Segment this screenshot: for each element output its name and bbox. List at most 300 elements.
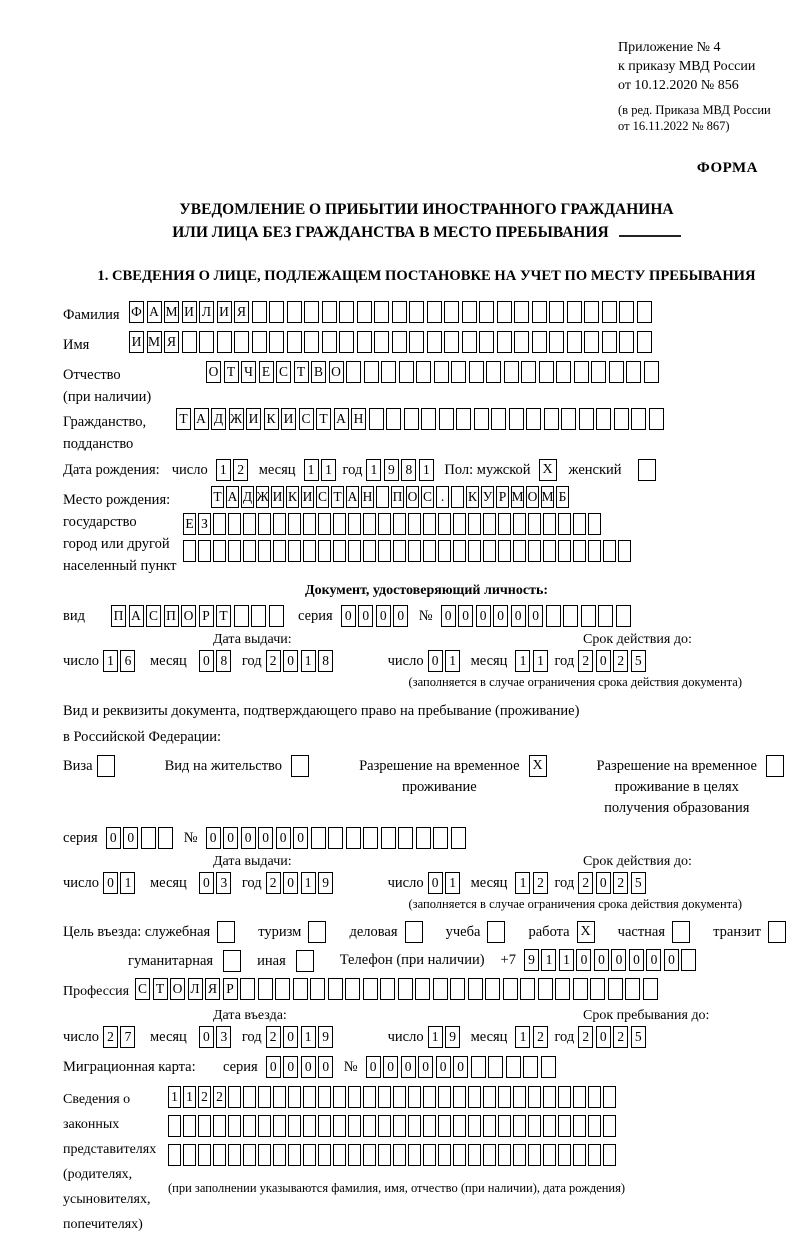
char-box[interactable]	[258, 978, 273, 1000]
char-box[interactable]	[451, 827, 466, 849]
char-box[interactable]	[408, 513, 421, 535]
char-box[interactable]	[588, 1086, 601, 1108]
char-box[interactable]	[453, 1086, 466, 1108]
char-box[interactable]	[423, 1144, 436, 1166]
char-box[interactable]	[228, 1115, 241, 1137]
char-box[interactable]	[348, 1086, 361, 1108]
char-box[interactable]	[513, 540, 526, 562]
char-box[interactable]: 8	[318, 650, 333, 672]
char-box[interactable]	[423, 1115, 436, 1137]
char-box[interactable]	[333, 1144, 346, 1166]
char-box[interactable]: А	[147, 301, 162, 323]
char-box[interactable]	[328, 978, 343, 1000]
char-box[interactable]: 3	[216, 1026, 231, 1048]
char-box[interactable]	[514, 301, 529, 323]
char-box[interactable]: Т	[331, 486, 344, 508]
char-box[interactable]	[374, 301, 389, 323]
char-box[interactable]	[234, 331, 249, 353]
char-box[interactable]	[588, 1144, 601, 1166]
char-box[interactable]: 2	[266, 650, 281, 672]
char-box[interactable]	[438, 513, 451, 535]
char-box[interactable]	[584, 301, 599, 323]
char-box[interactable]	[240, 978, 255, 1000]
char-box[interactable]	[543, 540, 556, 562]
char-box[interactable]: И	[182, 301, 197, 323]
char-box[interactable]	[588, 540, 601, 562]
char-box[interactable]	[618, 540, 631, 562]
char-box[interactable]	[369, 408, 384, 430]
char-box[interactable]: Ф	[129, 301, 144, 323]
char-box[interactable]: 0	[646, 949, 661, 971]
checkbox-visa[interactable]	[97, 755, 115, 777]
doc-issue-day[interactable]	[103, 650, 138, 672]
checkbox-sex-male[interactable]: X	[539, 459, 557, 481]
char-box[interactable]	[438, 1086, 451, 1108]
char-box[interactable]: 0	[266, 1056, 281, 1078]
char-box[interactable]	[521, 361, 536, 383]
char-box[interactable]	[488, 1056, 503, 1078]
char-box[interactable]	[649, 408, 664, 430]
char-box[interactable]	[596, 408, 611, 430]
char-box[interactable]	[183, 1115, 196, 1137]
char-box[interactable]	[322, 301, 337, 323]
char-box[interactable]	[637, 301, 652, 323]
char-box[interactable]	[273, 540, 286, 562]
char-box[interactable]	[303, 540, 316, 562]
checkbox-purpose-work[interactable]: X	[577, 921, 595, 943]
char-box[interactable]: С	[316, 486, 329, 508]
char-box[interactable]	[451, 361, 466, 383]
char-box[interactable]	[287, 301, 302, 323]
doc-type-boxes[interactable]	[111, 605, 286, 627]
char-box[interactable]: 5	[631, 650, 646, 672]
char-box[interactable]: 2	[613, 650, 628, 672]
char-box[interactable]: 2	[198, 1086, 211, 1108]
char-box[interactable]: Л	[199, 301, 214, 323]
char-box[interactable]: И	[271, 486, 284, 508]
birth-year-boxes[interactable]	[366, 459, 436, 481]
char-box[interactable]	[581, 605, 596, 627]
char-box[interactable]	[288, 513, 301, 535]
char-box[interactable]	[318, 1115, 331, 1137]
char-box[interactable]: 0	[341, 605, 356, 627]
checkbox-purpose-business[interactable]	[405, 921, 423, 943]
char-box[interactable]	[573, 1086, 586, 1108]
char-box[interactable]	[333, 1115, 346, 1137]
char-box[interactable]	[509, 408, 524, 430]
char-box[interactable]	[381, 361, 396, 383]
char-box[interactable]: 0	[358, 605, 373, 627]
char-box[interactable]	[393, 513, 406, 535]
checkbox-residence-permit[interactable]	[291, 755, 309, 777]
char-box[interactable]	[258, 540, 271, 562]
char-box[interactable]: Б	[556, 486, 569, 508]
char-box[interactable]	[392, 331, 407, 353]
char-box[interactable]	[303, 1144, 316, 1166]
residence-issue-day[interactable]	[103, 872, 138, 894]
migration-series-boxes[interactable]	[266, 1056, 336, 1078]
char-box[interactable]	[602, 301, 617, 323]
birth-place-boxes-row3[interactable]	[183, 540, 633, 562]
char-box[interactable]: С	[421, 486, 434, 508]
char-box[interactable]: О	[406, 486, 419, 508]
char-box[interactable]: 0	[596, 872, 611, 894]
char-box[interactable]	[318, 1144, 331, 1166]
char-box[interactable]	[393, 540, 406, 562]
char-box[interactable]: 0	[223, 827, 238, 849]
char-box[interactable]: 1	[304, 459, 319, 481]
char-box[interactable]	[526, 408, 541, 430]
residence-valid-day[interactable]	[428, 872, 463, 894]
char-box[interactable]: О	[526, 486, 539, 508]
char-box[interactable]	[228, 1144, 241, 1166]
char-box[interactable]: 0	[199, 872, 214, 894]
char-box[interactable]: Т	[211, 486, 224, 508]
char-box[interactable]: 0	[453, 1056, 468, 1078]
char-box[interactable]	[433, 978, 448, 1000]
char-box[interactable]: П	[391, 486, 404, 508]
char-box[interactable]: .	[436, 486, 449, 508]
char-box[interactable]: Т	[176, 408, 191, 430]
char-box[interactable]: А	[129, 605, 144, 627]
char-box[interactable]	[363, 1115, 376, 1137]
char-box[interactable]	[498, 1115, 511, 1137]
char-box[interactable]: Р	[223, 978, 238, 1000]
char-box[interactable]	[393, 1144, 406, 1166]
char-box[interactable]: 2	[613, 1026, 628, 1048]
legal-reps-boxes-row1[interactable]	[168, 1086, 625, 1108]
char-box[interactable]	[506, 1056, 521, 1078]
char-box[interactable]: 0	[199, 1026, 214, 1048]
char-box[interactable]	[603, 540, 616, 562]
char-box[interactable]	[318, 540, 331, 562]
char-box[interactable]: 9	[524, 949, 539, 971]
char-box[interactable]: 2	[533, 1026, 548, 1048]
char-box[interactable]	[243, 1115, 256, 1137]
char-box[interactable]: 2	[213, 1086, 226, 1108]
char-box[interactable]	[378, 1115, 391, 1137]
char-box[interactable]: 2	[578, 872, 593, 894]
residence-valid-year[interactable]	[578, 872, 648, 894]
char-box[interactable]: 0	[301, 1056, 316, 1078]
char-box[interactable]: Д	[211, 408, 226, 430]
char-box[interactable]: Р	[199, 605, 214, 627]
checkbox-purpose-transit[interactable]	[768, 921, 786, 943]
char-box[interactable]: 0	[366, 1056, 381, 1078]
char-box[interactable]	[681, 949, 696, 971]
char-box[interactable]: 0	[199, 650, 214, 672]
migration-number-boxes[interactable]	[366, 1056, 559, 1078]
char-box[interactable]	[555, 978, 570, 1000]
char-box[interactable]	[363, 1086, 376, 1108]
char-box[interactable]	[228, 1086, 241, 1108]
char-box[interactable]	[416, 827, 431, 849]
char-box[interactable]: 0	[436, 1056, 451, 1078]
char-box[interactable]: 1	[301, 650, 316, 672]
checkbox-purpose-study[interactable]	[487, 921, 505, 943]
char-box[interactable]: 0	[401, 1056, 416, 1078]
char-box[interactable]: 1	[301, 872, 316, 894]
char-box[interactable]	[444, 331, 459, 353]
char-box[interactable]	[584, 331, 599, 353]
char-box[interactable]	[504, 361, 519, 383]
char-box[interactable]	[198, 1115, 211, 1137]
char-box[interactable]: Т	[316, 408, 331, 430]
char-box[interactable]	[433, 827, 448, 849]
char-box[interactable]: 0	[206, 827, 221, 849]
char-box[interactable]	[438, 1144, 451, 1166]
char-box[interactable]	[288, 1144, 301, 1166]
char-box[interactable]	[213, 513, 226, 535]
char-box[interactable]	[598, 605, 613, 627]
char-box[interactable]	[339, 301, 354, 323]
char-box[interactable]	[251, 605, 266, 627]
char-box[interactable]	[450, 978, 465, 1000]
char-box[interactable]	[644, 361, 659, 383]
char-box[interactable]: И	[281, 408, 296, 430]
char-box[interactable]	[588, 513, 601, 535]
char-box[interactable]	[468, 978, 483, 1000]
char-box[interactable]	[234, 605, 249, 627]
char-box[interactable]: 0	[283, 1026, 298, 1048]
char-box[interactable]	[168, 1144, 181, 1166]
char-box[interactable]	[543, 1086, 556, 1108]
char-box[interactable]	[513, 1144, 526, 1166]
char-box[interactable]	[546, 605, 561, 627]
char-box[interactable]	[453, 540, 466, 562]
char-box[interactable]	[498, 540, 511, 562]
char-box[interactable]	[456, 408, 471, 430]
char-box[interactable]: 8	[401, 459, 416, 481]
char-box[interactable]	[381, 827, 396, 849]
char-box[interactable]: 0	[576, 949, 591, 971]
char-box[interactable]: 0	[629, 949, 644, 971]
doc-valid-day[interactable]	[428, 650, 463, 672]
char-box[interactable]	[333, 1086, 346, 1108]
char-box[interactable]: Н	[361, 486, 374, 508]
char-box[interactable]: П	[111, 605, 126, 627]
char-box[interactable]	[556, 361, 571, 383]
char-box[interactable]: 0	[283, 650, 298, 672]
char-box[interactable]	[409, 301, 424, 323]
char-box[interactable]	[453, 1144, 466, 1166]
char-box[interactable]	[483, 1086, 496, 1108]
char-box[interactable]: 0	[283, 1056, 298, 1078]
surname-boxes[interactable]	[129, 301, 654, 323]
char-box[interactable]	[474, 408, 489, 430]
doc-issue-year[interactable]	[266, 650, 336, 672]
char-box[interactable]	[269, 301, 284, 323]
char-box[interactable]	[363, 540, 376, 562]
char-box[interactable]	[346, 361, 361, 383]
char-box[interactable]	[468, 513, 481, 535]
char-box[interactable]: В	[311, 361, 326, 383]
char-box[interactable]: 0	[611, 949, 626, 971]
char-box[interactable]	[438, 540, 451, 562]
char-box[interactable]	[258, 1086, 271, 1108]
char-box[interactable]	[333, 540, 346, 562]
char-box[interactable]	[380, 978, 395, 1000]
char-box[interactable]	[228, 540, 241, 562]
char-box[interactable]	[579, 408, 594, 430]
char-box[interactable]	[558, 513, 571, 535]
char-box[interactable]	[311, 827, 326, 849]
char-box[interactable]	[348, 540, 361, 562]
char-box[interactable]	[303, 1086, 316, 1108]
char-box[interactable]	[288, 540, 301, 562]
char-box[interactable]	[444, 301, 459, 323]
char-box[interactable]	[318, 513, 331, 535]
char-box[interactable]	[608, 978, 623, 1000]
char-box[interactable]	[523, 1056, 538, 1078]
char-box[interactable]	[498, 1086, 511, 1108]
char-box[interactable]	[588, 1115, 601, 1137]
checkbox-purpose-official[interactable]	[217, 921, 235, 943]
char-box[interactable]: 2	[266, 872, 281, 894]
char-box[interactable]: 1	[168, 1086, 181, 1108]
char-box[interactable]	[303, 513, 316, 535]
char-box[interactable]	[532, 331, 547, 353]
char-box[interactable]	[158, 827, 173, 849]
char-box[interactable]: Л	[188, 978, 203, 1000]
char-box[interactable]	[303, 1115, 316, 1137]
char-box[interactable]	[637, 331, 652, 353]
char-box[interactable]: М	[511, 486, 524, 508]
char-box[interactable]	[498, 513, 511, 535]
char-box[interactable]	[485, 978, 500, 1000]
char-box[interactable]	[288, 1115, 301, 1137]
char-box[interactable]: 2	[103, 1026, 118, 1048]
char-box[interactable]	[479, 301, 494, 323]
char-box[interactable]: И	[246, 408, 261, 430]
entry-day[interactable]	[103, 1026, 138, 1048]
char-box[interactable]	[293, 978, 308, 1000]
char-box[interactable]: 0	[441, 605, 456, 627]
char-box[interactable]: 2	[578, 1026, 593, 1048]
char-box[interactable]	[573, 1115, 586, 1137]
entry-month[interactable]	[199, 1026, 234, 1048]
char-box[interactable]: К	[264, 408, 279, 430]
char-box[interactable]	[483, 1115, 496, 1137]
char-box[interactable]	[538, 978, 553, 1000]
char-box[interactable]	[183, 1144, 196, 1166]
legal-reps-boxes-row2[interactable]	[168, 1115, 625, 1137]
checkbox-sex-female[interactable]	[638, 459, 656, 481]
char-box[interactable]	[614, 408, 629, 430]
char-box[interactable]: 1	[515, 1026, 530, 1048]
char-box[interactable]: 9	[318, 1026, 333, 1048]
char-box[interactable]	[243, 1144, 256, 1166]
char-box[interactable]: 5	[631, 872, 646, 894]
char-box[interactable]	[631, 408, 646, 430]
char-box[interactable]	[532, 301, 547, 323]
char-box[interactable]: 1	[321, 459, 336, 481]
char-box[interactable]: 1	[103, 650, 118, 672]
stay-day[interactable]	[428, 1026, 463, 1048]
char-box[interactable]	[392, 301, 407, 323]
stay-year[interactable]	[578, 1026, 648, 1048]
char-box[interactable]: 1	[533, 650, 548, 672]
char-box[interactable]: Я	[164, 331, 179, 353]
char-box[interactable]: О	[206, 361, 221, 383]
char-box[interactable]	[609, 361, 624, 383]
char-box[interactable]	[357, 331, 372, 353]
char-box[interactable]: И	[129, 331, 144, 353]
char-box[interactable]	[415, 978, 430, 1000]
char-box[interactable]	[549, 301, 564, 323]
char-box[interactable]	[468, 540, 481, 562]
char-box[interactable]	[453, 513, 466, 535]
checkbox-purpose-tourism[interactable]	[308, 921, 326, 943]
char-box[interactable]	[243, 1086, 256, 1108]
residence-series-boxes[interactable]	[106, 827, 176, 849]
entry-year[interactable]	[266, 1026, 336, 1048]
char-box[interactable]	[539, 361, 554, 383]
char-box[interactable]	[376, 486, 389, 508]
char-box[interactable]	[544, 408, 559, 430]
char-box[interactable]: 0	[528, 605, 543, 627]
char-box[interactable]	[275, 978, 290, 1000]
char-box[interactable]	[567, 301, 582, 323]
char-box[interactable]	[273, 513, 286, 535]
char-box[interactable]	[486, 361, 501, 383]
char-box[interactable]: 9	[384, 459, 399, 481]
char-box[interactable]	[269, 605, 284, 627]
char-box[interactable]	[408, 540, 421, 562]
char-box[interactable]: Я	[234, 301, 249, 323]
residence-issue-year[interactable]	[266, 872, 336, 894]
char-box[interactable]: 0	[123, 827, 138, 849]
char-box[interactable]	[603, 1086, 616, 1108]
char-box[interactable]	[528, 540, 541, 562]
char-box[interactable]: М	[147, 331, 162, 353]
char-box[interactable]	[304, 301, 319, 323]
char-box[interactable]	[469, 361, 484, 383]
char-box[interactable]: 0	[376, 605, 391, 627]
char-box[interactable]: 0	[493, 605, 508, 627]
char-box[interactable]: 0	[393, 605, 408, 627]
char-box[interactable]	[409, 331, 424, 353]
char-box[interactable]	[348, 1144, 361, 1166]
char-box[interactable]: 0	[283, 872, 298, 894]
char-box[interactable]	[528, 1144, 541, 1166]
char-box[interactable]	[453, 1115, 466, 1137]
char-box[interactable]	[558, 1144, 571, 1166]
char-box[interactable]: С	[135, 978, 150, 1000]
char-box[interactable]: Н	[351, 408, 366, 430]
char-box[interactable]: 0	[428, 650, 443, 672]
doc-series-boxes[interactable]	[341, 605, 411, 627]
char-box[interactable]: 8	[216, 650, 231, 672]
char-box[interactable]: С	[146, 605, 161, 627]
char-box[interactable]	[573, 978, 588, 1000]
checkbox-purpose-other[interactable]	[296, 950, 314, 972]
char-box[interactable]	[643, 978, 658, 1000]
char-box[interactable]	[288, 1086, 301, 1108]
char-box[interactable]	[398, 978, 413, 1000]
char-box[interactable]	[619, 331, 634, 353]
char-box[interactable]	[423, 1086, 436, 1108]
char-box[interactable]	[543, 1115, 556, 1137]
char-box[interactable]	[318, 1086, 331, 1108]
char-box[interactable]: 0	[318, 1056, 333, 1078]
char-box[interactable]	[252, 331, 267, 353]
char-box[interactable]	[228, 513, 241, 535]
char-box[interactable]	[322, 331, 337, 353]
char-box[interactable]: 1	[301, 1026, 316, 1048]
char-box[interactable]: 0	[511, 605, 526, 627]
char-box[interactable]	[273, 1115, 286, 1137]
